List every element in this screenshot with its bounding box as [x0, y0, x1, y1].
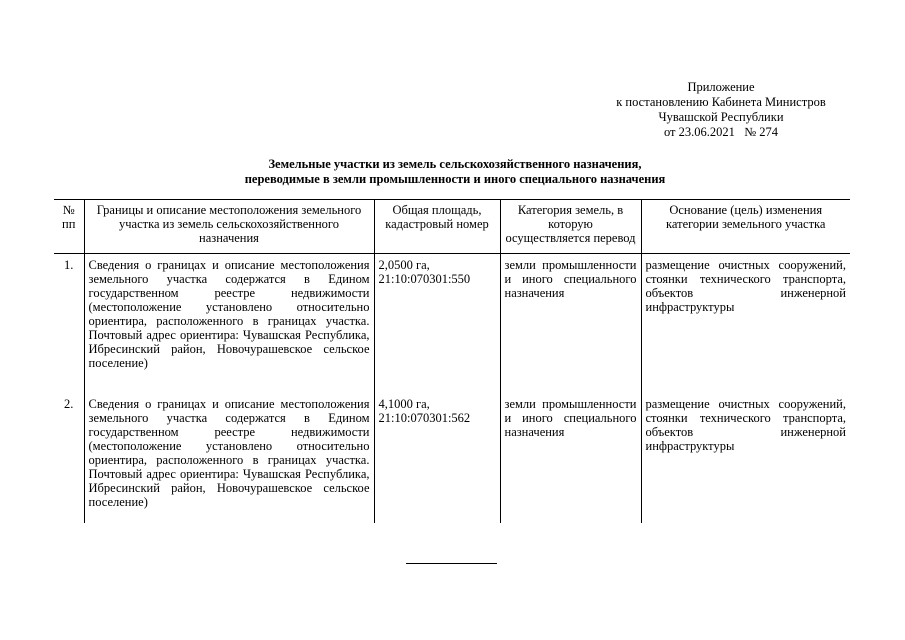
- row-number: 1.: [64, 258, 74, 272]
- row-area-cell: [374, 254, 500, 395]
- row-cadastral-number: 21:10:070301:550: [378, 272, 471, 286]
- appendix-header: [590, 80, 852, 140]
- header-reason: Основание (цель) изменения категории земельного участка: [641, 200, 850, 254]
- document-title-line-1: Земельные участки из земель сельскохозяйственного назначения,: [268, 157, 642, 171]
- row-cadastral-number: 21:10:070301:562: [378, 411, 471, 425]
- table-row: [54, 394, 850, 523]
- row-number: 2.: [64, 397, 74, 411]
- header-number: № пп: [54, 200, 84, 254]
- table-row: [54, 254, 850, 395]
- row-description: Сведения о границах и описание местоположения земельного участка содержатся в Едином государственном реестре недвижимости (местоположение установлено относительно ориентира, расположенного в границах участка. Почтовый адрес ориентира: Чувашская Республика, Ибресинский район, Новочурашевское сельское поселение): [84, 394, 374, 523]
- header-boundaries: Границы и описание местоположения земельного участка из земель сельскохозяйственного назначения: [84, 200, 374, 254]
- header-area-cadastral: Общая площадь, кадастровый номер: [374, 200, 500, 254]
- row-reason: размещение очистных сооружений, стоянки технического транспорта, объектов инженерной инфраструктуры: [641, 394, 850, 523]
- row-area: 4,1000 га,: [378, 397, 430, 411]
- appendix-label: Приложение: [687, 80, 755, 94]
- row-description: Сведения о границах и описание местоположения земельного участка содержатся в Едином государственном реестре недвижимости (местоположение установлено относительно ориентира, расположенного в границах участка. Почтовый адрес ориентира: Чувашская Республика, Ибресинский район, Новочурашевское сельское поселение): [84, 254, 374, 395]
- appendix-resolution: к постановлению Кабинета Министров: [616, 95, 826, 109]
- row-area: 2,0500 га,: [378, 258, 430, 272]
- row-reason: размещение очистных сооружений, стоянки технического транспорта, объектов инженерной инфраструктуры: [641, 254, 850, 395]
- document-title: [60, 157, 850, 187]
- appendix-date-number: от 23.06.2021 № 274: [663, 125, 779, 139]
- header-land-category: Категория земель, в которую осуществляется перевод: [500, 200, 641, 254]
- table-header-row: [54, 200, 850, 254]
- document-title-line-2: переводимые в земли промышленности и иного специального назначения: [244, 172, 666, 186]
- row-category: земли промышленности и иного специального назначения: [500, 394, 641, 523]
- appendix-republic: Чувашской Республики: [658, 110, 784, 124]
- end-separator-line: [406, 563, 497, 564]
- row-category: земли промышленности и иного специального назначения: [500, 254, 641, 395]
- land-plots-table: [54, 199, 850, 523]
- row-area-cell: [374, 394, 500, 523]
